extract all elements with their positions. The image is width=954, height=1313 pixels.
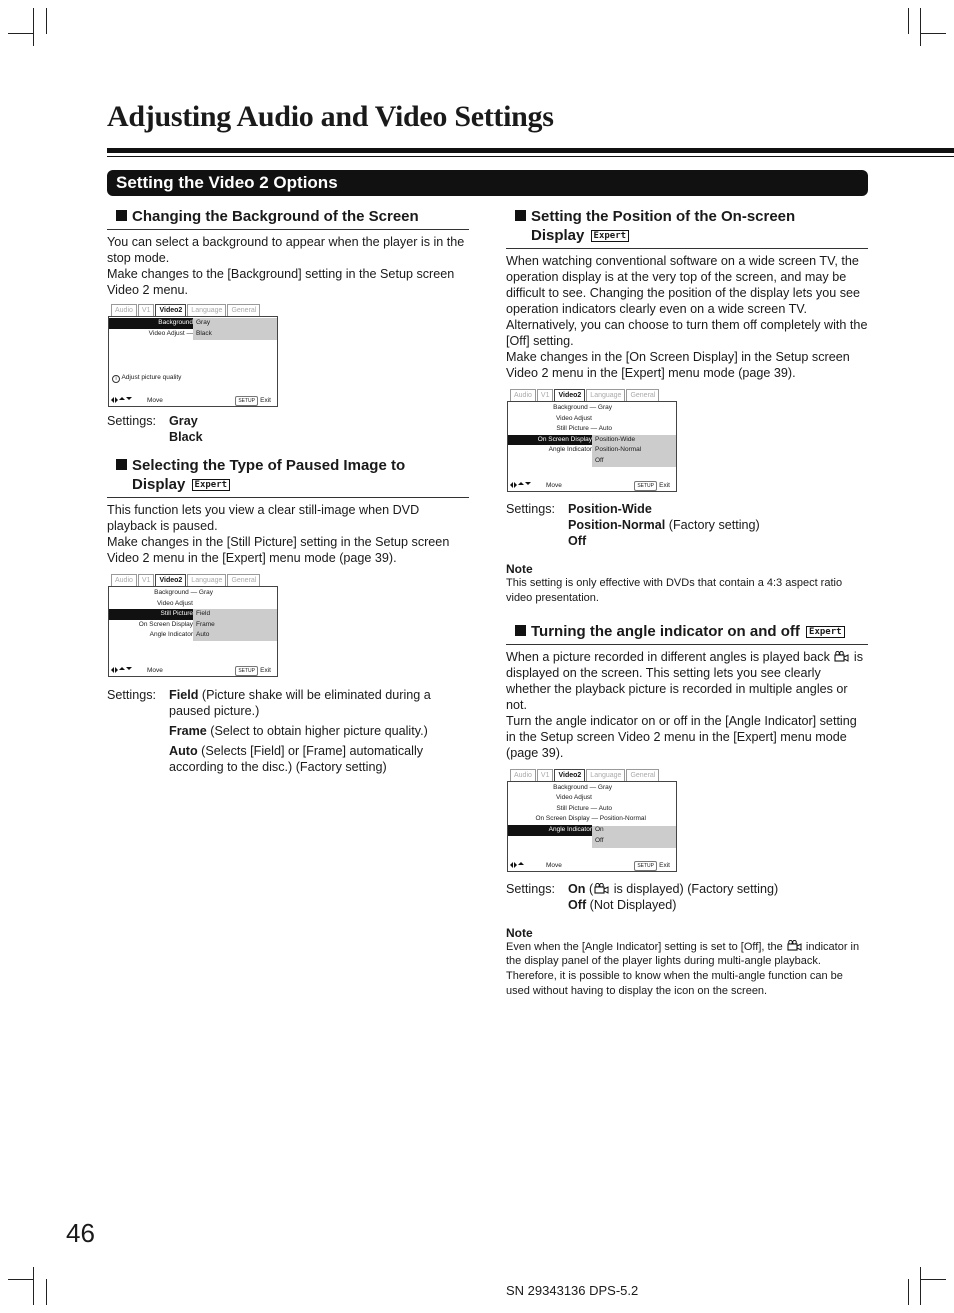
setting-position-normal: Position-Normal (Factory setting) — [568, 518, 760, 532]
crop-mark — [46, 8, 47, 34]
tab-language[interactable]: Language — [586, 769, 625, 781]
title-rule-thin — [107, 156, 954, 157]
setting-off: Off (Not Displayed) — [568, 897, 677, 912]
setup-screen-still-picture — [108, 577, 278, 677]
menu-row-still-picture[interactable]: Still Picture Field — [109, 609, 277, 620]
position-settings: Settings: Position-Wide Position-Normal (Factory setting) Off — [506, 501, 868, 549]
tab-video2[interactable]: Video2 — [155, 304, 186, 316]
page-title: Adjusting Audio and Video Settings — [107, 100, 554, 133]
setup-tabs — [111, 574, 261, 586]
background-paragraph: Make changes to the [Background] setting in the Setup screen Video 2 menu. — [107, 267, 455, 297]
background-paragraph: You can select a background to appear when the player is in the stop mode. — [107, 235, 465, 265]
tab-audio[interactable]: Audio — [510, 769, 536, 781]
setting-black: Black — [169, 430, 203, 444]
angle-settings: Settings: On ( is displayed) (Factory setting) Off (Not Displayed) — [506, 881, 868, 913]
setting-frame: Frame (Select to obtain higher picture quality.) — [169, 724, 428, 738]
expert-badge: Expert — [192, 479, 231, 491]
paused-paragraph: This function lets you view a clear still-image when DVD playback is paused. — [107, 503, 420, 533]
setting-auto: Auto (Selects [Field] or [Frame] automatically according to the disc.) (Factory setting) — [169, 744, 424, 774]
page-number: 46 — [66, 1218, 95, 1248]
menu-row-on-screen-display[interactable]: On Screen Display Position-Wide — [508, 435, 676, 446]
square-bullet-icon — [515, 210, 526, 221]
menu-row[interactable]: Background — Gray — [154, 589, 213, 596]
screen-footer — [508, 480, 676, 491]
square-bullet-icon — [515, 625, 526, 636]
setup-screen-angle-indicator — [507, 771, 677, 872]
tab-v1[interactable]: V1 — [138, 574, 155, 586]
menu-row[interactable]: Video Adjust — [555, 414, 592, 422]
tab-video2[interactable]: Video2 — [554, 389, 585, 401]
screen-footer — [109, 665, 277, 676]
background-settings: Settings: Gray Black — [107, 413, 469, 445]
expert-badge: Expert — [806, 626, 845, 638]
crop-mark — [8, 1279, 34, 1280]
tab-v1[interactable]: V1 — [537, 769, 554, 781]
info-line: i Adjust picture quality — [112, 373, 181, 383]
section-heading: Setting the Video 2 Options — [107, 170, 868, 196]
title-rule — [107, 148, 954, 153]
tab-audio[interactable]: Audio — [111, 304, 137, 316]
tab-general[interactable]: General — [626, 389, 659, 401]
note-title: Note — [506, 562, 533, 576]
expert-badge: Expert — [591, 230, 630, 242]
square-bullet-icon — [116, 210, 127, 221]
angle-camera-icon — [594, 883, 609, 894]
setup-screen-on-screen-display — [507, 392, 677, 492]
setup-button[interactable]: SETUP — [235, 666, 258, 676]
tab-v1[interactable]: V1 — [537, 389, 554, 401]
angle-note: Even when the [Angle Indicator] setting is set to [Off], the indicator in the display panel of the player lights during multi-angle playback. Therefore, it is possible to know when the multi-angle function can be used without having to display the icon on the screen. — [506, 940, 860, 997]
angle-camera-icon — [787, 940, 802, 951]
screen-footer — [508, 860, 676, 871]
crop-mark — [33, 8, 34, 46]
angle-paragraph: Turn the angle indicator on or off in the [Angle Indicator] setting in the Setup screen Video 2 menu in the [Expert] menu mode (page 39). — [506, 713, 857, 760]
tab-general[interactable]: General — [227, 304, 260, 316]
left-column — [107, 207, 469, 779]
exit-hint: Exit — [260, 397, 271, 404]
tab-general[interactable]: General — [626, 769, 659, 781]
menu-row[interactable]: On Screen Display — Position-Normal — [535, 815, 646, 823]
arrow-keys-icon — [510, 482, 531, 488]
setting-gray: Gray — [169, 414, 198, 428]
move-hint: Move — [147, 667, 163, 674]
square-bullet-icon — [116, 459, 127, 470]
paused-settings: Settings: Field (Picture shake will be eliminated during a paused picture.) Frame (Select to obtain higher picture quality.) Auto (Selects [Field] or [Frame] automatically according to the disc.) (Factory setting) — [107, 687, 469, 775]
note-title: Note — [506, 925, 533, 940]
crop-mark — [920, 1267, 921, 1305]
menu-row[interactable]: Still Picture — Auto — [556, 804, 612, 812]
menu-row[interactable]: Background — Gray — [553, 404, 612, 411]
crop-mark — [908, 1279, 909, 1305]
setting-field: Field (Picture shake will be eliminated during a paused picture.) — [169, 688, 431, 718]
move-hint: Move — [546, 861, 562, 869]
setup-button[interactable]: SETUP — [634, 861, 657, 871]
crop-mark — [46, 1279, 47, 1305]
setting-on: On ( is displayed) (Factory setting) — [568, 881, 779, 896]
crop-mark — [920, 1279, 946, 1280]
tab-audio[interactable]: Audio — [111, 574, 137, 586]
angle-heading: Turning the angle indicator on and off Expert — [506, 622, 868, 645]
exit-hint: Exit — [659, 861, 670, 869]
menu-row[interactable]: On Screen Display Frame — [138, 620, 215, 628]
tab-language[interactable]: Language — [187, 304, 226, 316]
arrow-keys-icon — [111, 397, 132, 403]
move-hint: Move — [546, 482, 562, 489]
tab-language[interactable]: Language — [187, 574, 226, 586]
menu-row[interactable]: Angle Indicator Auto — [149, 631, 210, 639]
tab-v1[interactable]: V1 — [138, 304, 155, 316]
position-paragraph: When watching conventional software on a wide screen TV, the operation display is at the very top of the screen, and may be difficult to see. Changing the position of the display lets you see operation indicators clearly even on a wide screen TV. Alternatively, you can choose to turn them off completely with the [Off] setting. — [506, 254, 868, 348]
setup-button[interactable]: SETUP — [235, 396, 258, 406]
tab-audio[interactable]: Audio — [510, 389, 536, 401]
setup-tabs — [111, 304, 261, 316]
screen-footer — [109, 395, 277, 406]
setup-tabs — [510, 389, 660, 401]
setup-tabs — [510, 769, 660, 781]
tab-video2[interactable]: Video2 — [155, 574, 186, 586]
right-column — [506, 207, 868, 999]
tab-general[interactable]: General — [227, 574, 260, 586]
crop-mark — [908, 8, 909, 34]
setting-off: Off — [568, 534, 587, 548]
arrow-keys-icon — [111, 667, 132, 673]
angle-camera-icon — [834, 651, 849, 662]
tab-language[interactable]: Language — [586, 389, 625, 401]
info-icon: i — [112, 375, 120, 383]
exit-hint: Exit — [659, 482, 670, 489]
menu-row[interactable]: Video Adjust — [156, 599, 193, 607]
move-hint: Move — [147, 397, 163, 404]
menu-row[interactable]: Background — Gray — [553, 783, 612, 791]
crop-mark — [33, 1267, 34, 1305]
crop-mark — [920, 33, 946, 34]
angle-paragraph: When a picture recorded in different angles is played back is displayed on the screen. This setting lets you see clearly whether the playback picture is recorded in multiple angles or not. — [506, 649, 864, 712]
menu-row-video-adjust[interactable]: Video Adjust — Black — [148, 329, 212, 337]
menu-row[interactable]: Off — [595, 456, 604, 464]
setup-screen-background — [108, 307, 278, 407]
menu-row[interactable]: Video Adjust — [555, 794, 592, 802]
menu-row[interactable]: Off — [595, 836, 604, 844]
menu-row-angle-indicator[interactable]: Angle Indicator On — [508, 825, 676, 836]
paused-heading: Selecting the Type of Paused Image to Display Expert — [107, 456, 469, 498]
setting-position-wide: Position-Wide — [568, 502, 652, 516]
position-paragraph: Make changes in the [On Screen Display] in the Setup screen Video 2 menu in the [Expert] menu mode (page 39). — [506, 350, 850, 380]
position-heading: Setting the Position of the On-screen Display Expert — [506, 207, 868, 249]
paused-paragraph: Make changes in the [Still Picture] setting in the Setup screen Video 2 menu in the [Expert] menu mode (page 39). — [107, 535, 450, 565]
tab-video2[interactable]: Video2 — [554, 769, 585, 781]
menu-row-background[interactable]: Background Gray — [109, 318, 277, 329]
setup-button[interactable]: SETUP — [634, 481, 657, 491]
position-note: This setting is only effective with DVDs that contain a 4:3 aspect ratio video presentation. — [506, 577, 843, 604]
background-heading: Changing the Background of the Screen — [107, 207, 469, 230]
exit-hint: Exit — [260, 667, 271, 674]
arrow-keys-icon — [510, 862, 524, 868]
footer-code: SN 29343136 DPS-5.2 — [506, 1283, 639, 1298]
menu-row[interactable]: Still Picture — Auto — [556, 425, 612, 433]
crop-mark — [920, 8, 921, 46]
menu-row[interactable]: Angle Indicator Position-Normal — [548, 446, 642, 454]
crop-mark — [8, 33, 34, 34]
